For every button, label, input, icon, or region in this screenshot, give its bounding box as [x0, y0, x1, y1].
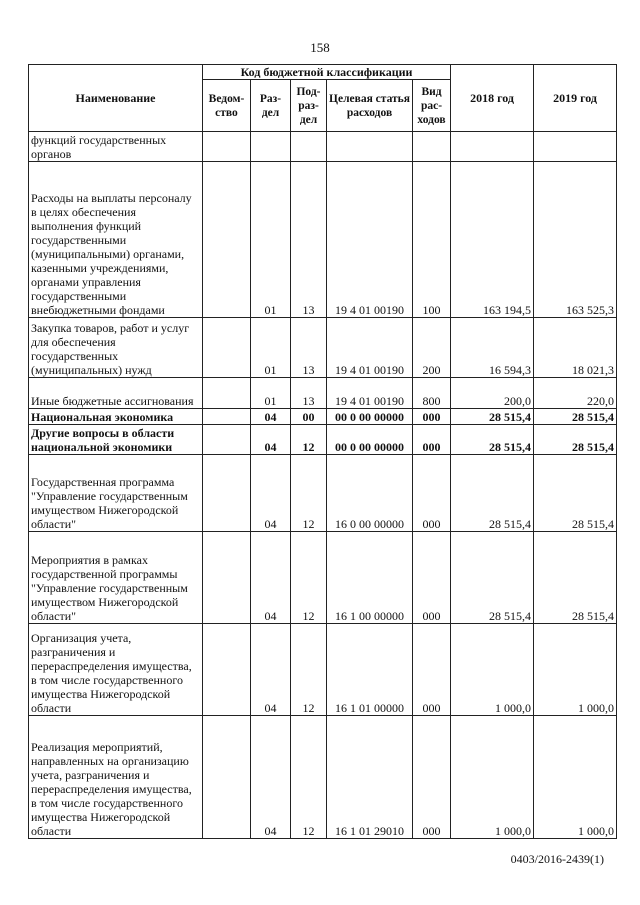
row-podrazdel: 12 [291, 716, 327, 839]
row-podrazdel: 12 [291, 455, 327, 532]
row-name: Мероприятия в рамках государственной программы "Управление государственным имуществом Нижегородской области" [29, 532, 203, 624]
row-vr: 100 [413, 162, 451, 318]
row-2018 [451, 132, 534, 162]
row-razdel: 04 [251, 409, 291, 425]
row-vr: 000 [413, 716, 451, 839]
row-vedomstvo [203, 532, 251, 624]
row-vr: 000 [413, 532, 451, 624]
table-row [29, 716, 617, 839]
row-razdel: 01 [251, 378, 291, 409]
row-vr: 800 [413, 378, 451, 409]
row-csr: 16 0 00 00000 [327, 455, 413, 532]
row-vr: 000 [413, 409, 451, 425]
table-row [29, 378, 617, 409]
row-vedomstvo [203, 162, 251, 318]
table-row [29, 409, 617, 425]
row-2019: 18 021,3 [534, 318, 617, 378]
header-2019: 2019 год [534, 65, 617, 132]
row-vedomstvo [203, 318, 251, 378]
row-2018: 200,0 [451, 378, 534, 409]
row-razdel: 04 [251, 716, 291, 839]
row-csr: 00 0 00 00000 [327, 425, 413, 455]
row-2019: 1 000,0 [534, 716, 617, 839]
header-podrazdel: Под-раз-дел [291, 80, 327, 132]
row-razdel: 01 [251, 318, 291, 378]
row-2018: 28 515,4 [451, 455, 534, 532]
table-row [29, 318, 617, 378]
budget-table [28, 64, 617, 839]
row-2018: 163 194,5 [451, 162, 534, 318]
row-csr: 00 0 00 00000 [327, 409, 413, 425]
row-vedomstvo [203, 378, 251, 409]
document-code: 0403/2016-2439(1) [510, 852, 604, 866]
row-vedomstvo [203, 455, 251, 532]
row-name: Иные бюджетные ассигнования [29, 378, 203, 409]
page-number: 158 [310, 40, 330, 55]
row-2019: 1 000,0 [534, 624, 617, 716]
row-2019: 220,0 [534, 378, 617, 409]
row-name: Организация учета, разграничения и перераспределения имущества, в том числе государственного имущества Нижегородской области [29, 624, 203, 716]
row-vedomstvo [203, 624, 251, 716]
row-razdel: 04 [251, 455, 291, 532]
row-podrazdel: 12 [291, 532, 327, 624]
row-2019: 28 515,4 [534, 425, 617, 455]
table-row [29, 425, 617, 455]
table-row [29, 624, 617, 716]
row-csr: 16 1 01 00000 [327, 624, 413, 716]
row-vedomstvo [203, 409, 251, 425]
row-csr: 19 4 01 00190 [327, 318, 413, 378]
row-2018: 1 000,0 [451, 716, 534, 839]
row-podrazdel: 13 [291, 318, 327, 378]
row-vr [413, 132, 451, 162]
row-2019 [534, 132, 617, 162]
row-vedomstvo [203, 132, 251, 162]
row-vr: 000 [413, 455, 451, 532]
row-podrazdel: 12 [291, 425, 327, 455]
header-name: Наименование [29, 65, 203, 132]
header-2018: 2018 год [451, 65, 534, 132]
row-razdel: 04 [251, 532, 291, 624]
row-csr: 19 4 01 00190 [327, 378, 413, 409]
header-vr: Вид рас-ходов [413, 80, 451, 132]
row-vedomstvo [203, 425, 251, 455]
row-razdel [251, 132, 291, 162]
row-name: функций государственных органов [29, 132, 203, 162]
row-name: Другие вопросы в области национальной экономики [29, 425, 203, 455]
table-header [29, 65, 617, 132]
row-podrazdel: 13 [291, 378, 327, 409]
row-csr: 16 1 01 29010 [327, 716, 413, 839]
row-2019: 163 525,3 [534, 162, 617, 318]
row-name: Реализация мероприятий, направленных на организацию учета, разграничения и перераспределения имущества, в том числе государственного имущества Нижегородской области [29, 716, 203, 839]
row-2019: 28 515,4 [534, 455, 617, 532]
table-body [29, 132, 617, 839]
row-csr: 16 1 00 00000 [327, 532, 413, 624]
row-podrazdel: 12 [291, 624, 327, 716]
row-name: Государственная программа "Управление государственным имуществом Нижегородской области" [29, 455, 203, 532]
row-razdel: 04 [251, 425, 291, 455]
row-vr: 200 [413, 318, 451, 378]
row-podrazdel: 00 [291, 409, 327, 425]
row-2018: 28 515,4 [451, 532, 534, 624]
row-razdel: 01 [251, 162, 291, 318]
header-razdel: Раз-дел [251, 80, 291, 132]
row-name: Расходы на выплаты персоналу в целях обеспечения выполнения функций государственными (муниципальными) органами, казенными учреждениями, органами управления государственными внебюджетными фондами [29, 162, 203, 318]
row-podrazdel [291, 132, 327, 162]
header-code-group: Код бюджетной классификации [203, 65, 451, 80]
row-2018: 1 000,0 [451, 624, 534, 716]
row-name: Национальная экономика [29, 409, 203, 425]
row-2019: 28 515,4 [534, 409, 617, 425]
row-csr [327, 132, 413, 162]
row-vedomstvo [203, 716, 251, 839]
row-2018: 28 515,4 [451, 425, 534, 455]
row-name: Закупка товаров, работ и услуг для обеспечения государственных (муниципальных) нужд [29, 318, 203, 378]
row-podrazdel: 13 [291, 162, 327, 318]
row-csr: 19 4 01 00190 [327, 162, 413, 318]
table-row [29, 162, 617, 318]
table-row [29, 532, 617, 624]
row-2018: 16 594,3 [451, 318, 534, 378]
row-vr: 000 [413, 425, 451, 455]
row-razdel: 04 [251, 624, 291, 716]
table-row [29, 455, 617, 532]
row-2018: 28 515,4 [451, 409, 534, 425]
table-row [29, 132, 617, 162]
header-vedomstvo: Ведом-ство [203, 80, 251, 132]
row-vr: 000 [413, 624, 451, 716]
header-csr: Целевая статья расходов [327, 80, 413, 132]
row-2019: 28 515,4 [534, 532, 617, 624]
